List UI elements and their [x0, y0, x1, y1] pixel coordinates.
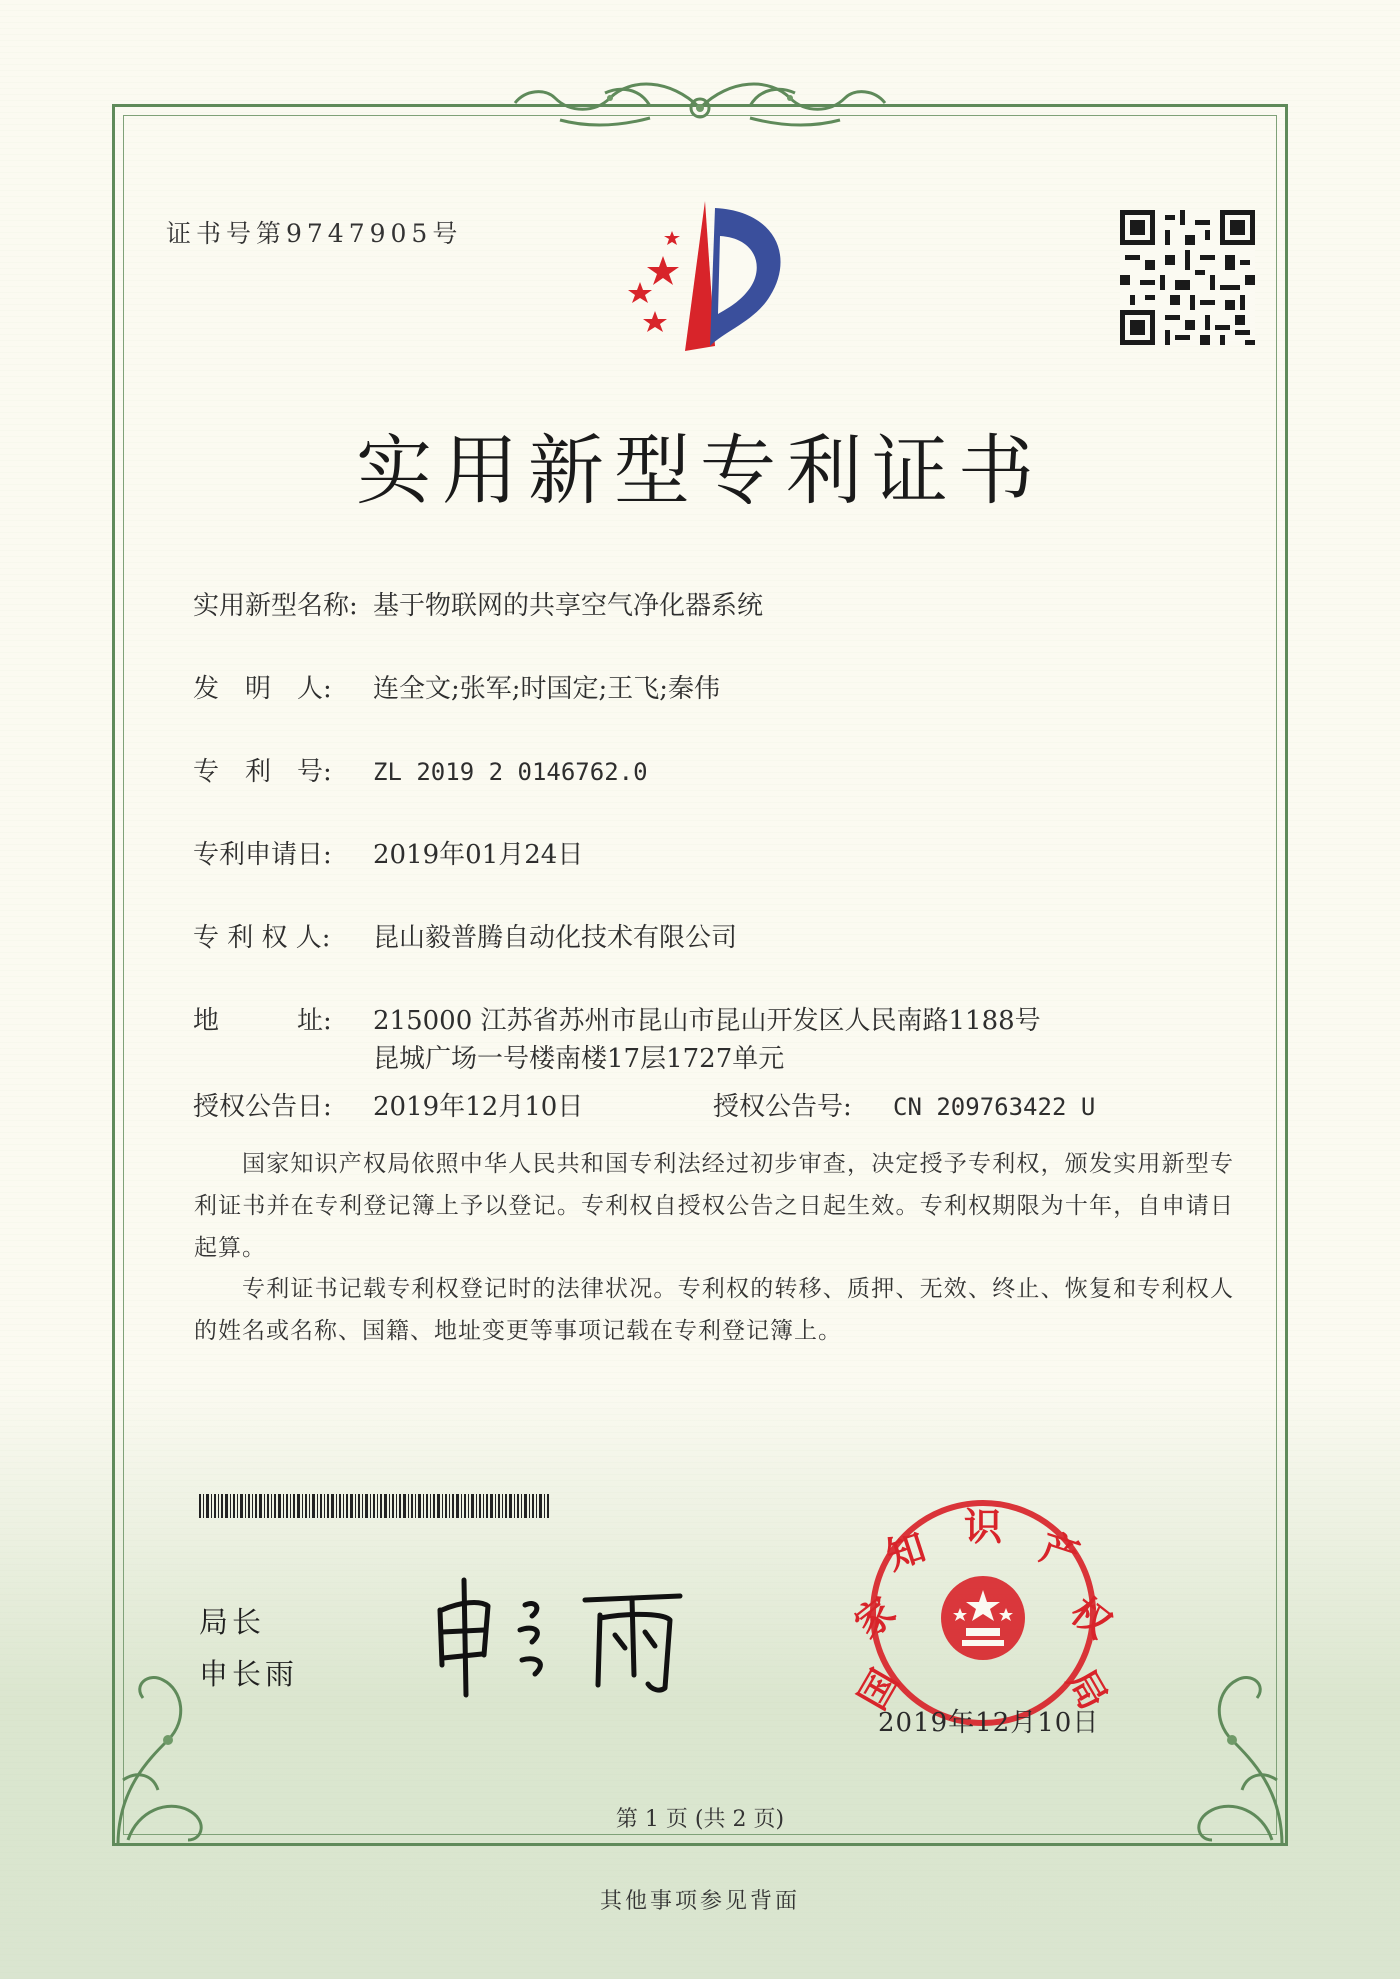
address-row [193, 1000, 1041, 1037]
inventor-value: 连全文;张军;时国定;王飞;秦伟 [373, 674, 721, 704]
grant-date-row [193, 1086, 583, 1123]
svg-text:国: 国 [850, 1662, 908, 1717]
patentee-row [193, 917, 737, 954]
grant-number-row [713, 1086, 1095, 1123]
grant-number-value: CN 209763422 U [893, 1093, 1096, 1121]
filing-date-value: 2019年01月24日 [373, 840, 584, 870]
svg-text:权: 权 [1062, 1588, 1120, 1647]
svg-text:家: 家 [846, 1588, 904, 1647]
see-reverse-note: 其他事项参见背面 [599, 1889, 800, 1914]
filing-date-label: 专利申请日: [193, 840, 332, 870]
certificate-title: 实用新型专利证书 [356, 426, 1044, 515]
svg-text:识: 识 [963, 1505, 1003, 1549]
filing-date-row [193, 834, 583, 871]
utility-model-name-row [193, 585, 763, 622]
grant-date-label: 授权公告日: [193, 1092, 332, 1122]
official-seal [838, 1468, 1128, 1728]
patentee-label: 专 利 权 人: [193, 923, 331, 953]
page-number: 第 1 页 (共 2 页) [615, 1807, 785, 1832]
address-line1: 215000 江苏省苏州市昆山市昆山开发区人民南路1188号 [373, 1006, 1041, 1036]
director-title: 局长 [199, 1605, 266, 1639]
certificate-number: 证书号第9747905号 [166, 219, 463, 248]
qr-code [1120, 210, 1255, 345]
director-signature [420, 1570, 720, 1700]
patentee-value: 昆山毅普腾自动化技术有限公司 [373, 923, 738, 953]
address-label: 地 址: [193, 1006, 332, 1036]
patent-number-label: 专 利 号: [193, 757, 332, 787]
director-name: 申长雨 [199, 1657, 299, 1691]
grant-number-label: 授权公告号: [713, 1092, 852, 1122]
statement-paragraph-2: 专利证书记载专利权登记时的法律状况。专利权的转移、质押、无效、终止、恢复和专利权人的姓名或名称、国籍、地址变更等事项记载在专利登记簿上。 [194, 1276, 1234, 1344]
grant-date-value: 2019年12月10日 [373, 1092, 584, 1122]
utility-model-name-label: 实用新型名称: [193, 591, 358, 621]
address-line2: 昆城广场一号楼南楼17层1727单元 [373, 1044, 785, 1074]
svg-text:知: 知 [881, 1524, 931, 1579]
top-ornament [500, 68, 900, 138]
svg-text:产: 产 [1035, 1524, 1085, 1579]
inventor-label: 发 明 人: [193, 674, 332, 704]
barcode [199, 1494, 549, 1518]
patent-number-value: ZL 2019 2 0146762.0 [373, 758, 648, 786]
patent-number-row [193, 751, 648, 788]
utility-model-name-value: 基于物联网的共享空气净化器系统 [373, 591, 764, 621]
patent-office-emblem [610, 196, 810, 356]
svg-text:局: 局 [1058, 1662, 1116, 1717]
seal-date: 2019年12月10日 [878, 1708, 1100, 1738]
inventor-row [193, 668, 720, 705]
statement-paragraph-1: 国家知识产权局依照中华人民共和国专利法经过初步审查，决定授予专利权，颁发实用新型专利证书并在专利登记簿上予以登记。专利权自授权公告之日起生效。专利权期限为十年，自申请日起算。 [194, 1151, 1234, 1261]
